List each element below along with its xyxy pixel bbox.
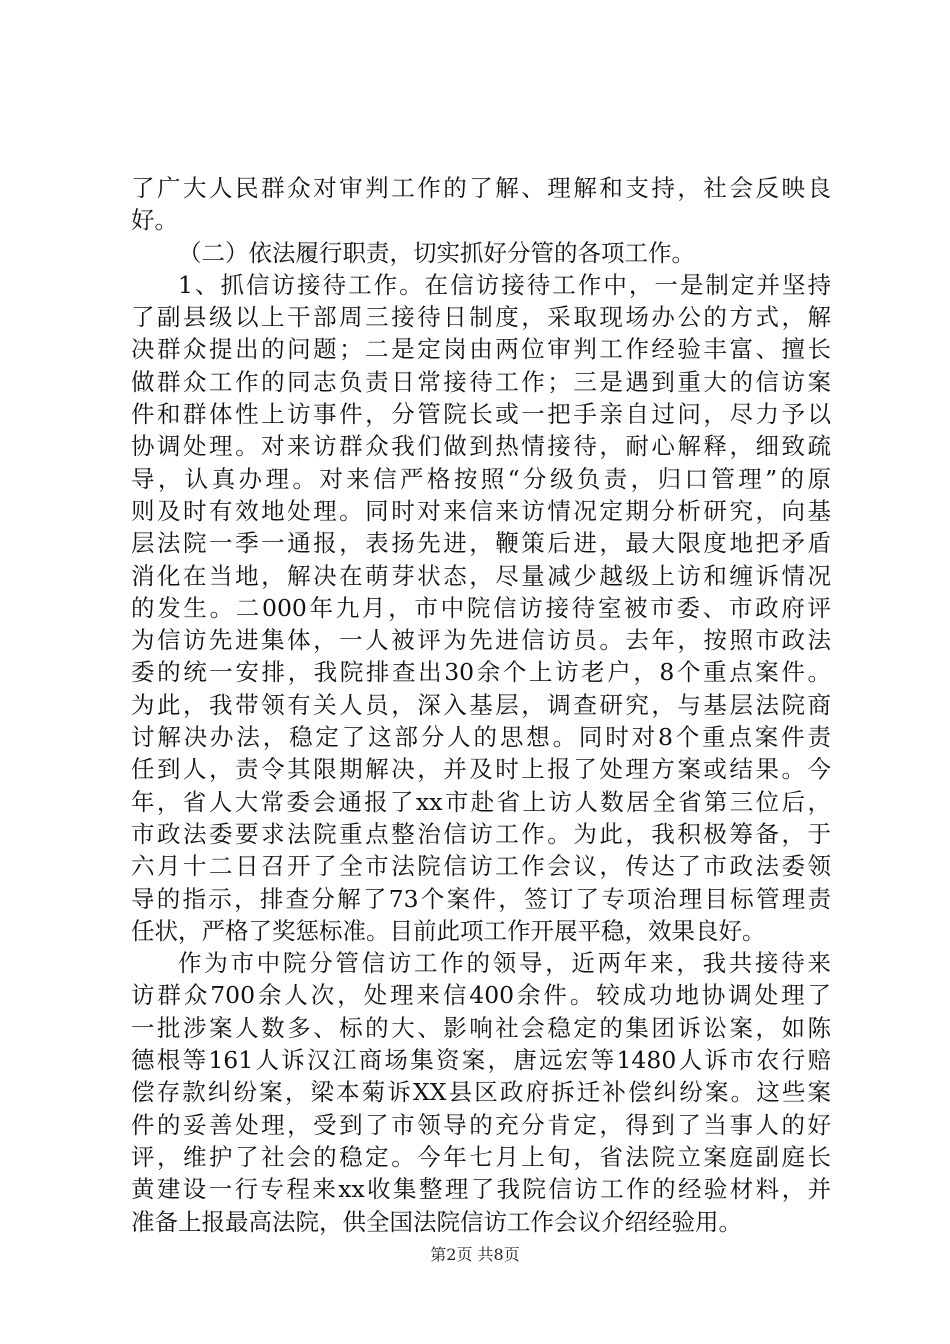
text-line: 任到人，责令其限期解决，并及时上报了处理方案或结果。今 xyxy=(131,755,831,784)
text-line: 则及时有效地处理。同时对来信来访情况定期分析研究，向基 xyxy=(131,496,831,525)
text-line: 做群众工作的同志负责日常接待工作；三是遇到重大的信访案 xyxy=(131,367,831,396)
text-line: 讨解决办法，稳定了这部分人的思想。同时对8个重点案件责 xyxy=(131,723,831,752)
text-line: 作为市中院分管信访工作的领导，近两年来，我共接待来 xyxy=(178,949,831,978)
text-line: 协调处理。对来访群众我们做到热情接待，耐心解释，细致疏 xyxy=(131,432,831,461)
section-heading: （二）依法履行职责，切实抓好分管的各项工作。 xyxy=(178,238,695,267)
text-line: 访群众700余人次，处理来信400余件。较成功地协调处理了 xyxy=(131,981,831,1010)
text-line: 任状，严格了奖惩标准。目前此项工作开展平稳，效果良好。 xyxy=(131,916,766,945)
text-line: 了广大人民群众对审判工作的了解、理解和支持，社会反映良 xyxy=(131,174,831,202)
text-line: 导，认真办理。对来信严格按照“分级负责，归口管理”的原 xyxy=(131,464,831,493)
text-line: 了副县级以上干部周三接待日制度，采取现场办公的方式，解 xyxy=(131,303,831,332)
text-line: 黄建设一行专程来xx收集整理了我院信访工作的经验材料，并 xyxy=(131,1175,831,1204)
text-line: 为此，我带领有关人员，深入基层，调查研究，与基层法院商 xyxy=(131,690,831,719)
text-line: 偿存款纠纷案，梁本菊诉XX县区政府拆迁补偿纠纷案。这些案 xyxy=(131,1078,831,1107)
text-line: 委的统一安排，我院排查出30余个上访老户，8个重点案件。 xyxy=(131,658,831,687)
text-line: 消化在当地，解决在萌芽状态，尽量减少越级上访和缠诉情况 xyxy=(131,561,831,590)
document-body xyxy=(131,172,831,1238)
text-line: 准备上报最高法院，供全国法院信访工作会议介绍经验用。 xyxy=(131,1207,742,1236)
text-line: 六月十二日召开了全市法院信访工作会议，传达了市政法委领 xyxy=(131,852,831,881)
text-line: 导的指示，排查分解了73个案件，签订了专项治理目标管理责 xyxy=(131,884,831,913)
text-line: 为信访先进集体，一人被评为先进信访员。去年，按照市政法 xyxy=(131,626,831,655)
text-line: 市政法委要求法院重点整治信访工作。为此，我积极筹备，于 xyxy=(131,819,831,848)
text-line: 评，维护了社会的稳定。今年七月上旬，省法院立案庭副庭长 xyxy=(131,1142,831,1171)
text-line: 件的妥善处理，受到了市领导的充分肯定，得到了当事人的好 xyxy=(131,1110,831,1139)
text-line: 一批涉案人数多、标的大、影响社会稳定的集团诉讼案，如陈 xyxy=(131,1013,831,1042)
text-line: 好。 xyxy=(131,206,178,235)
text-line: 层法院一季一通报，表扬先进，鞭策后进，最大限度地把矛盾 xyxy=(131,529,831,558)
text-line: 德根等161人诉汉江商场集资案，唐远宏等1480人诉市农行赔 xyxy=(131,1046,831,1075)
text-line: 件和群体性上访事件，分管院长或一把手亲自过问，尽力予以 xyxy=(131,400,831,429)
page-number-footer: 第2页 共8页 xyxy=(430,1245,520,1264)
text-line: 年，省人大常委会通报了xx市赴省上访人数居全省第三位后， xyxy=(131,787,831,816)
text-line: 的发生。二000年九月，市中院信访接待室被市委、市政府评 xyxy=(131,593,831,622)
text-line: 1、抓信访接待工作。在信访接待工作中，一是制定并坚持 xyxy=(178,270,831,299)
text-line: 决群众提出的问题；二是定岗由两位审判工作经验丰富、擅长 xyxy=(131,335,831,364)
